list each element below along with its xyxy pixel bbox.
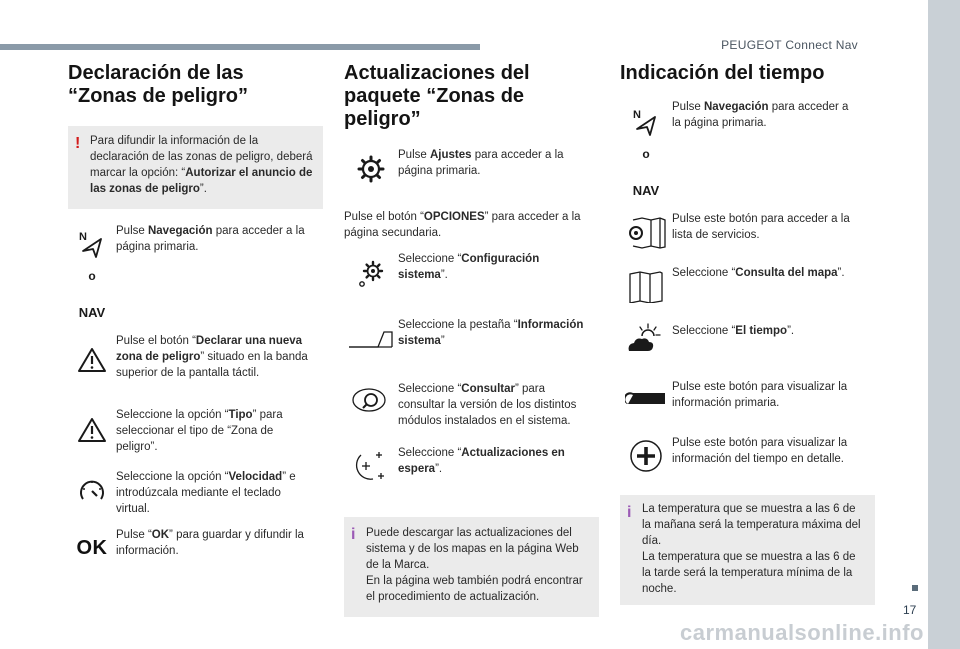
right-edge-bar bbox=[928, 0, 960, 649]
weather-button[interactable] bbox=[620, 323, 672, 353]
step-settings bbox=[344, 147, 599, 195]
step-services bbox=[620, 211, 875, 265]
step-text: Pulse este botón para visualizar la información del tiempo en detalle. bbox=[672, 437, 848, 465]
detail-info-button[interactable] bbox=[620, 435, 672, 473]
ok-button[interactable] bbox=[68, 527, 116, 560]
column-danger-zones bbox=[68, 62, 323, 567]
section-title: Declaración de las “Zonas de peligro” bbox=[68, 62, 249, 107]
svg-text:N: N bbox=[633, 109, 641, 121]
warning-triangle-icon bbox=[77, 417, 107, 443]
step-system-config bbox=[344, 251, 599, 317]
step-text: Seleccione “Actualizaciones en espera”. bbox=[398, 447, 565, 475]
map-icon bbox=[628, 271, 664, 303]
navigation-button[interactable] bbox=[68, 223, 116, 320]
step-text: Pulse este botón para acceder a la lista de servicios. bbox=[672, 213, 850, 241]
step-primary-info bbox=[620, 379, 875, 435]
info-notice: i La temperatura que se muestra a las 6 de la mañana será la temperatura máxima del día. La temperatura que se muestra a las 6 de la tarde será la temperatura mínima de la noche. bbox=[620, 495, 875, 605]
system-info-tab[interactable] bbox=[344, 317, 398, 349]
svg-text:N: N bbox=[79, 231, 87, 243]
ok-label: OK bbox=[76, 537, 108, 559]
speed-button[interactable] bbox=[68, 469, 116, 503]
system-config-button[interactable] bbox=[344, 251, 398, 289]
step-text: Seleccione “Configuración sistema”. bbox=[398, 253, 540, 281]
temperature-bar-icon bbox=[625, 391, 667, 405]
watermark: carmanualsonline.info bbox=[680, 620, 924, 645]
plus-circle-icon bbox=[629, 439, 663, 473]
warning-notice: ! Para difundir la información de la declaración de las zonas de peligro, deberá marcar la opción: “Autorizar el anuncio de las zonas de peligro”. bbox=[68, 126, 323, 209]
paragraph: Pulse el botón “OPCIONES” para acceder a la página secundaria. bbox=[344, 211, 581, 239]
weather-icon bbox=[626, 323, 666, 353]
nav-label: NAV bbox=[632, 183, 660, 198]
services-button[interactable] bbox=[620, 211, 672, 249]
settings-button[interactable] bbox=[344, 147, 398, 183]
page-number: 17 bbox=[903, 603, 917, 617]
navigation-button[interactable] bbox=[620, 99, 672, 198]
step-text: Seleccione “El tiempo”. bbox=[672, 325, 795, 337]
page-marker bbox=[912, 585, 918, 591]
info-mark-icon: i bbox=[351, 526, 356, 543]
tab-icon bbox=[348, 329, 394, 349]
gear-map-icon bbox=[625, 217, 667, 249]
step-declare bbox=[68, 333, 323, 407]
brand-label: PEUGEOT Connect Nav bbox=[721, 38, 858, 52]
pending-updates-button[interactable] bbox=[344, 445, 398, 483]
step-ok bbox=[68, 527, 323, 567]
step-text: Seleccione la pestaña “Información sistema” bbox=[398, 319, 584, 347]
north-arrow-icon bbox=[77, 229, 107, 259]
type-button[interactable] bbox=[68, 407, 116, 443]
info-mark-icon: i bbox=[627, 504, 632, 521]
section-title: Indicación del tiempo bbox=[620, 62, 825, 84]
step-text: Seleccione “Consultar” para consultar la versión de los distintos módulos instalados en el sistema. bbox=[398, 383, 577, 427]
step-text: Pulse Navegación para acceder a la página primaria. bbox=[116, 225, 305, 253]
step-weather bbox=[620, 323, 875, 379]
gear-small-icon bbox=[356, 259, 386, 289]
section-title: Actualizaciones del paquete “Zonas de peligro” bbox=[344, 62, 530, 130]
step-text: Pulse “OK” para guardar y difundir la información. bbox=[116, 529, 304, 557]
or-label: o bbox=[642, 147, 650, 161]
nav-label: NAV bbox=[78, 305, 106, 320]
step-navigation bbox=[68, 223, 323, 333]
declare-button[interactable] bbox=[68, 333, 116, 373]
step-type bbox=[68, 407, 323, 469]
step-map-view bbox=[620, 265, 875, 323]
north-arrow-icon bbox=[631, 107, 661, 137]
map-view-button[interactable] bbox=[620, 265, 672, 303]
column-weather bbox=[620, 62, 875, 605]
step-text: Seleccione la opción “Velocidad” e introdúzcala mediante el teclado virtual. bbox=[116, 471, 296, 515]
plus-arc-icon bbox=[353, 449, 389, 483]
column-updates bbox=[344, 62, 599, 617]
step-text: Pulse este botón para visualizar la información primaria. bbox=[672, 381, 848, 409]
step-text: Pulse Ajustes para acceder a la página primaria. bbox=[398, 149, 564, 177]
consult-button[interactable] bbox=[344, 381, 398, 415]
step-system-info bbox=[344, 317, 599, 381]
or-label: o bbox=[88, 269, 96, 283]
top-accent-bar bbox=[0, 44, 480, 50]
step-pending-updates bbox=[344, 445, 599, 517]
warning-triangle-icon bbox=[77, 347, 107, 373]
step-text: Seleccione “Consulta del mapa”. bbox=[672, 267, 845, 279]
info-notice: i Puede descargar las actualizaciones del sistema y de los mapas en la página Web de la Marca. En la página web también podrá encontrar el procedimiento de actualización. bbox=[344, 517, 599, 617]
step-text: Seleccione la opción “Tipo” para seleccionar el tipo de “Zona de peligro”. bbox=[116, 409, 283, 453]
magnifier-icon bbox=[351, 385, 391, 415]
primary-info-button[interactable] bbox=[620, 379, 672, 405]
step-consult bbox=[344, 381, 599, 445]
gear-icon bbox=[357, 155, 385, 183]
step-text: Pulse el botón “Declarar una nueva zona de peligro” situado en la banda superior de la pantalla táctil. bbox=[116, 335, 308, 379]
warning-mark-icon: ! bbox=[75, 135, 81, 152]
step-speed bbox=[68, 469, 323, 527]
step-text: Pulse Navegación para acceder a la página primaria. bbox=[672, 101, 849, 129]
step-navigation bbox=[620, 99, 875, 211]
step-detail-info bbox=[620, 435, 875, 495]
speedometer-icon bbox=[78, 477, 106, 503]
